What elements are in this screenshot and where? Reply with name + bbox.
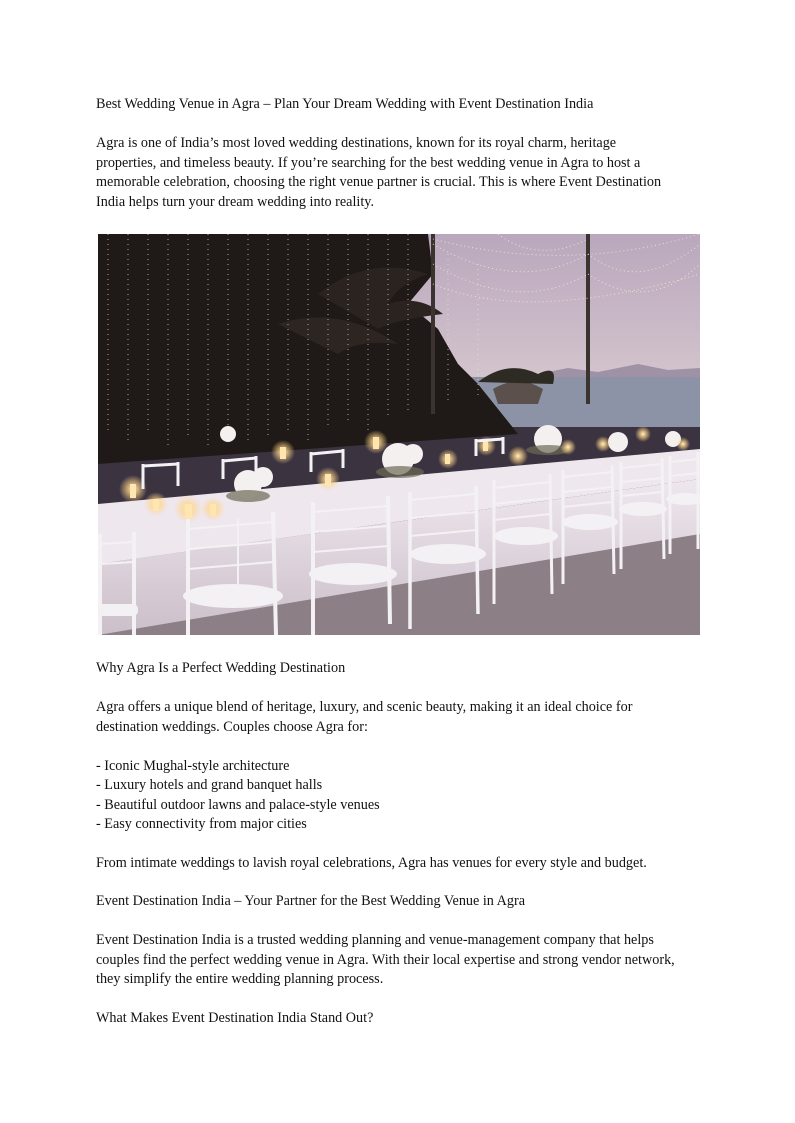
wedding-table-illustration (98, 234, 700, 635)
light-pole (431, 234, 435, 414)
intro-line: Agra is one of India’s most loved wedding destinations, known for its royal charm, heritage (96, 135, 617, 151)
light-pole (586, 234, 590, 404)
bullet-item: - Beautiful outdoor lawns and palace-style venues (96, 796, 380, 813)
section-heading-why-agra: Why Agra Is a Perfect Wedding Destination (96, 660, 346, 676)
wedding-table-photo (98, 234, 700, 635)
why-agra-line: Agra offers a unique blend of heritage, luxury, and scenic beauty, making it an ideal choice for (96, 699, 633, 715)
document-title: Best Wedding Venue in Agra – Plan Your Dream Wedding with Event Destination India (96, 96, 594, 112)
partner-line: Event Destination India is a trusted wedding planning and venue-management company that helps (96, 932, 654, 948)
bullet-item: - Luxury hotels and grand banquet halls (96, 777, 323, 793)
partner-line: couples find the perfect wedding venue in Agra. With their local expertise and strong vendor network, (96, 951, 675, 968)
intro-line: properties, and timeless beauty. If you’re searching for the best wedding venue in Agra to host a (96, 154, 641, 171)
intro-line: memorable celebration, choosing the right venue partner is crucial. This is where Event Destination (96, 174, 662, 190)
bullet-item: - Easy connectivity from major cities (96, 816, 307, 832)
why-agra-line: destination weddings. Couples choose Agra for: (96, 718, 368, 735)
bullet-item: - Iconic Mughal-style architecture (96, 757, 290, 774)
section-heading-standout: What Makes Event Destination India Stand Out? (96, 1010, 374, 1026)
section-heading-partner: Event Destination India – Your Partner for the Best Wedding Venue in Agra (96, 893, 526, 909)
partner-line: they simplify the entire wedding planning process. (96, 971, 384, 987)
intro-line: India helps turn your dream wedding into reality. (96, 193, 375, 210)
why-agra-closing: From intimate weddings to lavish royal celebrations, Agra has venues for every style and budget. (96, 854, 647, 871)
